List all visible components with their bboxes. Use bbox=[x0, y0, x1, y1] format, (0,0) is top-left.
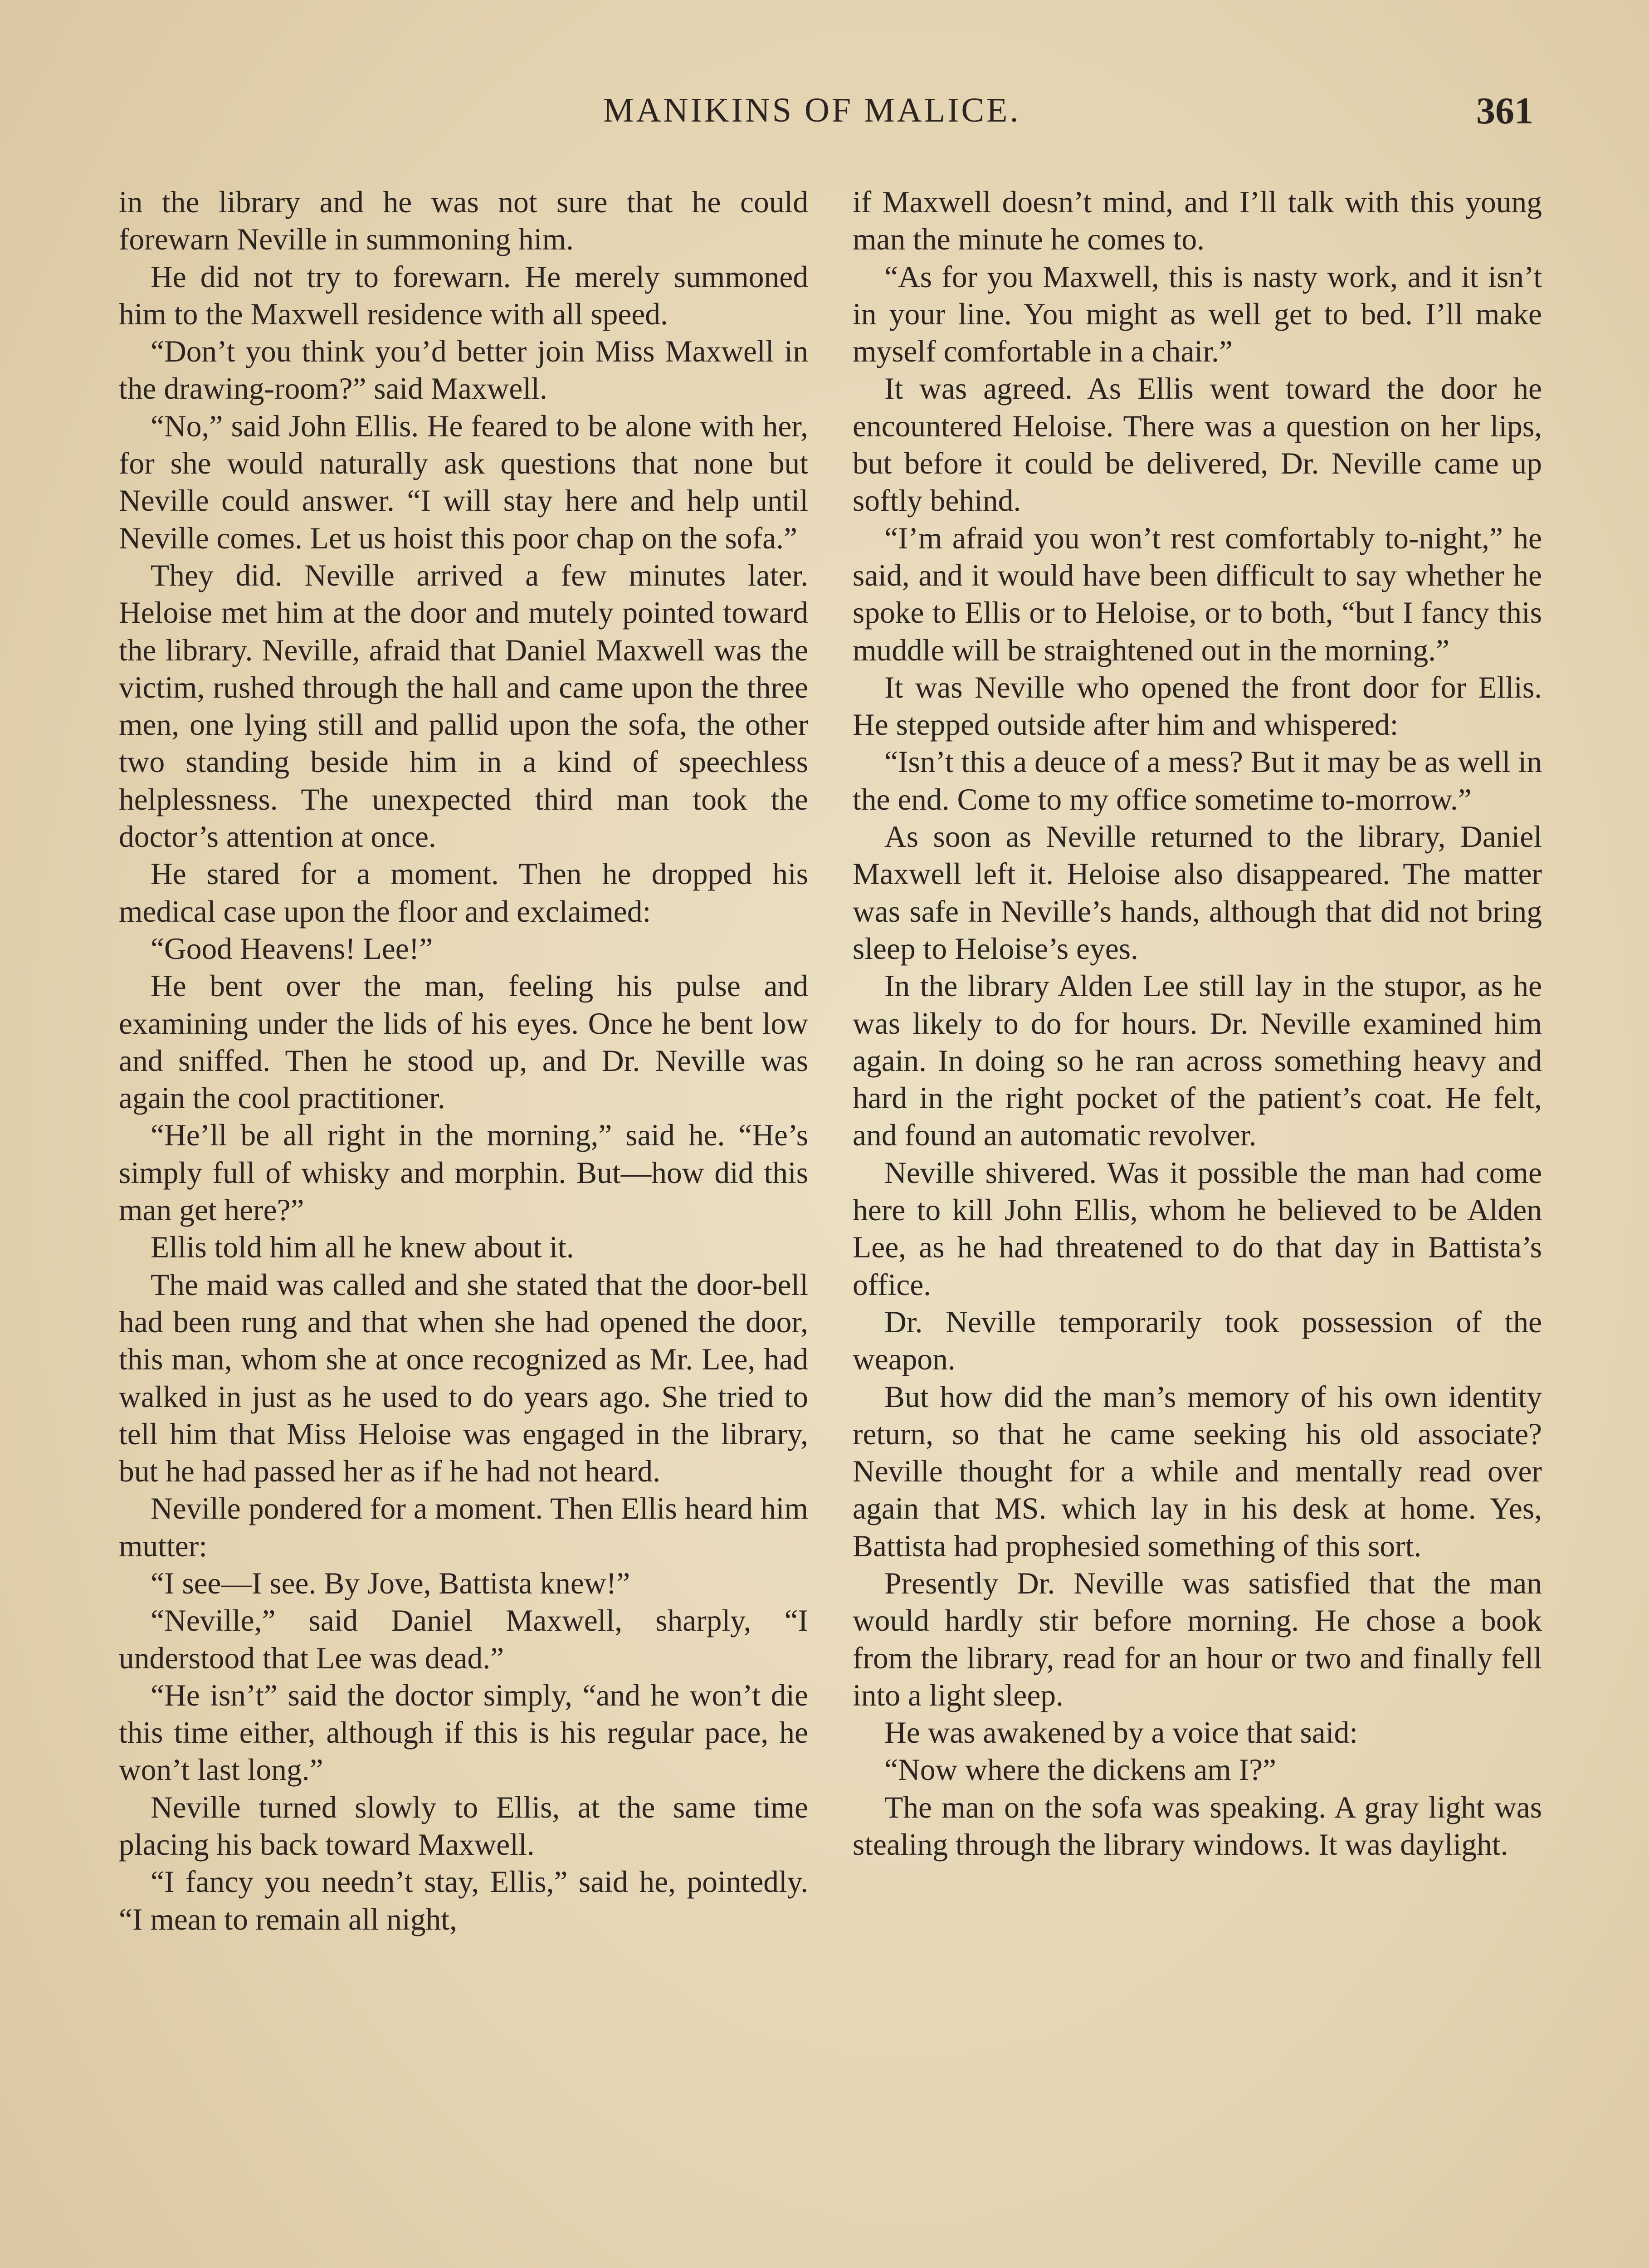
paragraph: “He’ll be all right in the morning,” said he. “He’s simply full of whisky and morphin. But—how did this man get here?” bbox=[119, 1118, 808, 1227]
paragraph: But how did the man’s memory of his own identity return, so that he came seeking his old associate? Neville thought for a while and mentally read over again that MS. which lay in his desk at home. Yes, Battista had prophesied something of this sort. bbox=[853, 1379, 1542, 1563]
paragraph: He bent over the man, feeling his pulse and examining under the lids of his eyes. Once he bent low and sniffed. Then he stood up, and Dr. Neville was again the cool practitioner. bbox=[119, 969, 808, 1115]
paragraph: It was agreed. As Ellis went toward the door he encountered Heloise. There was a question on her lips, but before it could be delivered, Dr. Neville came up softly behind. bbox=[853, 371, 1542, 518]
right-column bbox=[853, 184, 1542, 1863]
paragraph: He stared for a moment. Then he dropped his medical case upon the floor and exclaimed: bbox=[119, 857, 808, 929]
paragraph: “Now where the dickens am I?” bbox=[884, 1753, 1276, 1787]
page-number: 361 bbox=[1476, 90, 1533, 132]
paragraph: Neville pondered for a moment. Then Ellis heard him mutter: bbox=[119, 1491, 808, 1563]
page-header bbox=[0, 91, 1649, 145]
paragraph: “Isn’t this a deuce of a mess? But it may be as well in the end. Come to my office sometime to-morrow.” bbox=[853, 745, 1542, 816]
paragraph: “I’m afraid you won’t rest comfortably to-night,” he said, and it would have been difficult to say whether he spoke to Ellis or to Heloise, or to both, “but I fancy this muddle will be straightened out in the morning.” bbox=[853, 521, 1542, 667]
paragraph: The man on the sofa was speaking. A gray light was stealing through the library windows. It was daylight. bbox=[853, 1790, 1542, 1862]
paragraph: He was awakened by a voice that said: bbox=[884, 1716, 1358, 1750]
paragraph: in the library and he was not sure that he could forewarn Neville in summoning him. bbox=[119, 185, 808, 257]
paragraph: “As for you Maxwell, this is nasty work, and it isn’t in your line. You might as well get to bed. I’ll make myself comfortable in a chair.” bbox=[853, 259, 1542, 369]
paragraph: Neville turned slowly to Ellis, at the same time placing his back toward Maxwell. bbox=[119, 1790, 808, 1862]
paragraph: “Neville,” said Daniel Maxwell, sharply, “I understood that Lee was dead.” bbox=[119, 1603, 808, 1675]
paragraph: “I see—I see. By Jove, Battista knew!” bbox=[151, 1566, 630, 1600]
paragraph: He did not try to forewarn. He merely summoned him to the Maxwell residence with all speed. bbox=[119, 259, 808, 331]
paragraph: “Good Heavens! Lee!” bbox=[151, 931, 433, 966]
running-title: MANIKINS OF MALICE. bbox=[603, 91, 1021, 129]
paragraph: It was Neville who opened the front door for Ellis. He stepped outside after him and whispered: bbox=[853, 670, 1542, 742]
paragraph: “I fancy you needn’t stay, Ellis,” said he, pointedly. “I mean to remain all night, bbox=[119, 1865, 808, 1936]
paragraph: if Maxwell doesn’t mind, and I’ll talk with this young man the minute he comes to. bbox=[853, 185, 1542, 257]
paragraph: Neville shivered. Was it possible the man had come here to kill John Ellis, whom he believed to be Alden Lee, as he had threatened to do that day in Battista’s office. bbox=[853, 1155, 1542, 1302]
paragraph: “He isn’t” said the doctor simply, “and he won’t die this time either, although if this is his regular pace, he won’t last long.” bbox=[119, 1678, 808, 1787]
paragraph: “No,” said John Ellis. He feared to be alone with her, for she would naturally ask questions that none but Neville could answer. “I will stay here and help until Neville comes. Let us hoist this poor chap on the sofa.” bbox=[119, 409, 808, 555]
paragraph: “Don’t you think you’d better join Miss Maxwell in the drawing-room?” said Maxwell. bbox=[119, 334, 808, 406]
paragraph: As soon as Neville returned to the library, Daniel Maxwell left it. Heloise also disappeared. The matter was safe in Neville’s hands, although that did not bring sleep to Heloise’s eyes. bbox=[853, 820, 1542, 966]
left-column bbox=[119, 184, 808, 1938]
paragraph: Dr. Neville temporarily took possession of the weapon. bbox=[853, 1305, 1542, 1377]
paragraph: They did. Neville arrived a few minutes later. Heloise met him at the door and mutely pointed toward the library. Neville, afraid that Daniel Maxwell was the victim, rushed through the hall and came upon the three men, one lying still and pallid upon the sofa, the other two standing beside him in a kind of speechless helplessness. The unexpected third man took the doctor’s attention at once. bbox=[119, 558, 808, 854]
paragraph: Ellis told him all he knew about it. bbox=[151, 1230, 574, 1265]
paragraph: Presently Dr. Neville was satisfied that the man would hardly stir before morning. He chose a book from the library, read for an hour or two and finally fell into a light sleep. bbox=[853, 1566, 1542, 1712]
paragraph: In the library Alden Lee still lay in the stupor, as he was likely to do for hours. Dr. Neville examined him again. In doing so he ran across something heavy and hard in the right pocket of the patient’s coat. He felt, and found an automatic revolver. bbox=[853, 969, 1542, 1153]
paragraph: The maid was called and she stated that the door-bell had been rung and that when she had opened the door, this man, whom she at once recognized as Mr. Lee, had walked in just as he used to do years ago. She tried to tell him that Miss Heloise was engaged in the library, but he had passed her as if he had not heard. bbox=[119, 1267, 808, 1489]
